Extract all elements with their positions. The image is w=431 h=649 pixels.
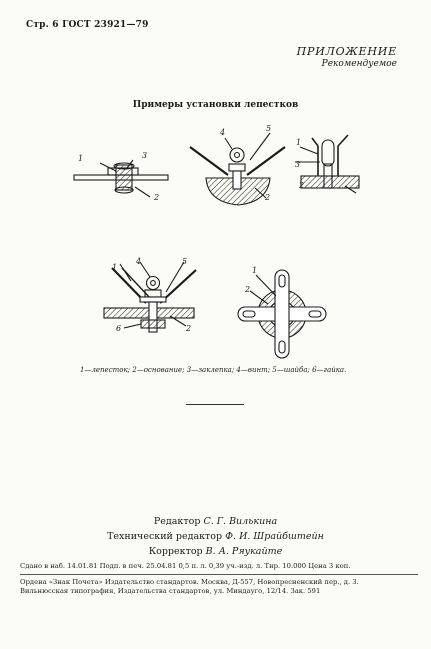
label-5: 5: [182, 257, 188, 266]
label-2: 2: [154, 193, 160, 202]
label-2: 2: [265, 193, 271, 202]
imprint-divider: [20, 574, 418, 575]
divider-line: [186, 404, 244, 405]
label-5: 5: [266, 124, 272, 133]
label-6: 6: [116, 324, 122, 333]
label-3: 3: [295, 160, 301, 169]
label-4: 4: [220, 128, 226, 137]
label-1: 1: [296, 138, 302, 147]
label-1: 1: [112, 263, 118, 272]
label-1: 1: [252, 266, 258, 275]
page-header: Стр. 6 ГОСТ 23921—79: [26, 20, 149, 30]
figure-title: Примеры установки лепестков: [132, 100, 299, 110]
figure-legend: 1—лепесток; 2—основание; 3—заклепка; 4—винт; 5—шайба; 6—гайка.: [80, 366, 347, 374]
figure-cross-petal-top: [238, 270, 326, 358]
appendix-title: ПРИЛОЖЕНИЕ: [296, 45, 397, 58]
figure-rivet-mount: [74, 160, 168, 197]
label-4: 4: [136, 257, 142, 266]
imprint-block: [20, 562, 418, 596]
label-2: 2: [299, 181, 305, 190]
label-3: 3: [142, 151, 148, 160]
figure-screw-eye-mount: [190, 133, 285, 205]
tech-editor-line: Технический редактор Ф. И. Шрайбштейн: [107, 531, 324, 542]
imprint-line-1: Сдано в наб. 14.01.81 Подп. в печ. 25.04.81 0,5 п. л. 0,39 уч.-изд. л. Тир. 10.000 Цена 3 коп.: [20, 562, 351, 570]
editors-block: [0, 514, 431, 559]
imprint-line-3: Вильнюсская типография, Издательства стандартов, ул. Миндауго, 12/14. Зак. 591: [20, 587, 321, 595]
corrector-line: Корректор В. А. Ряукайте: [148, 546, 283, 557]
editor-line: Редактор С. Г. Вилькина: [153, 516, 278, 527]
appendix-subtitle: Рекомендуемое: [321, 59, 397, 69]
figure-u-petal-mount: [295, 135, 359, 193]
label-2: 2: [186, 324, 192, 333]
label-1: 1: [78, 154, 84, 163]
label-2: 2: [245, 285, 251, 294]
figure-screw-nut-mount: [104, 262, 196, 332]
imprint-line-2: Ордена «Знак Почета» Издательство стандартов. Москва, Д-557, Новопресненский пер., д. 3.: [20, 578, 359, 586]
